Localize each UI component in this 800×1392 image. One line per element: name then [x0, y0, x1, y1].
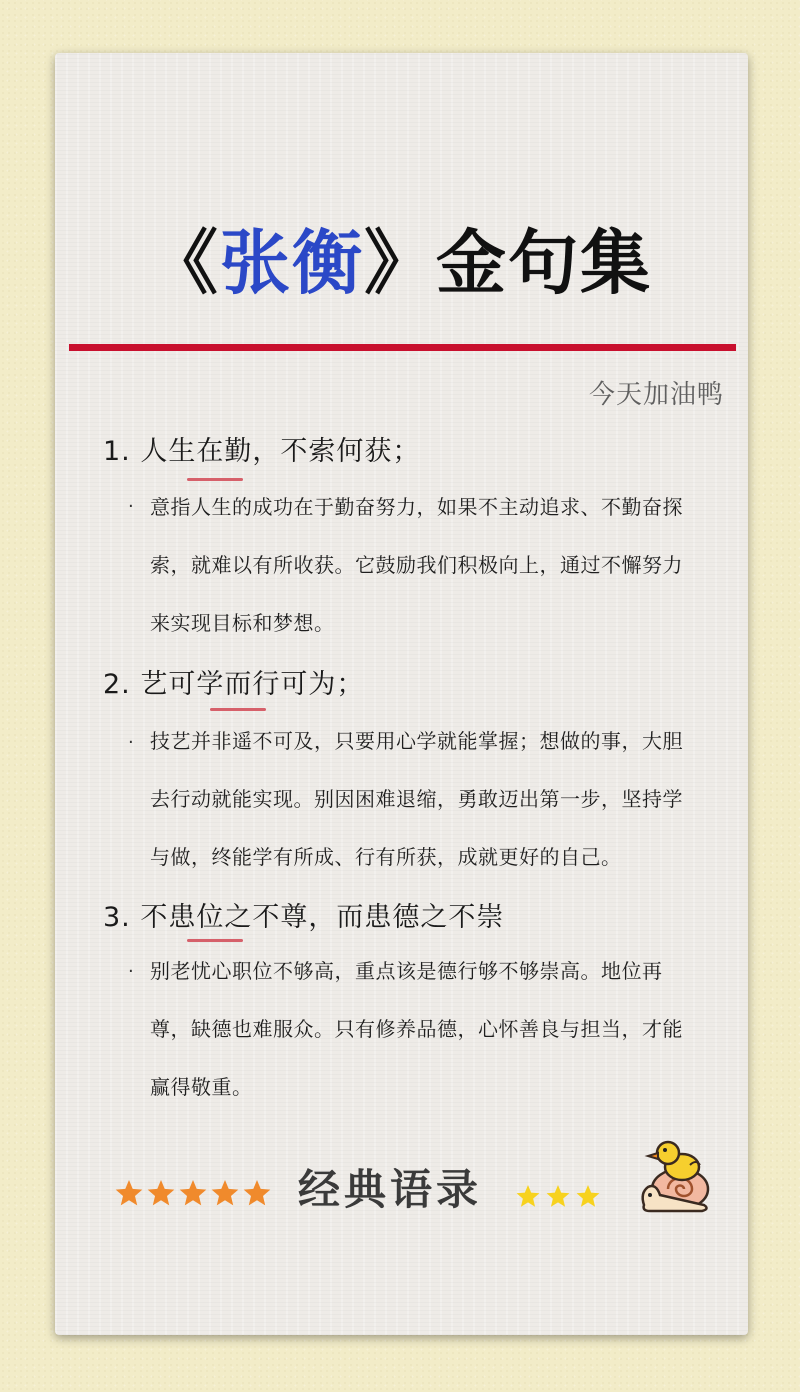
- footer-title: 经典语录: [298, 1165, 483, 1214]
- page-title: [0, 218, 800, 308]
- star-icon: [148, 1180, 175, 1205]
- duck-on-snail-icon: [630, 1135, 720, 1215]
- quote-2-underline: [210, 708, 266, 711]
- star-icon: [517, 1185, 540, 1207]
- star-icon: [577, 1185, 600, 1207]
- quote-3-title: 3. 不患位之不尊，而患德之不崇: [103, 902, 505, 933]
- quote-1-bullet: ·: [128, 496, 134, 517]
- right-stars: [514, 1183, 606, 1213]
- author-label: 今天加油鸭: [588, 380, 724, 410]
- title-suffix: 金句集: [436, 222, 652, 304]
- quote-2-body: 技艺并非遥不可及，只要用心学就能掌握；想做的事，大胆去行动就能实现。别因困难退缩，勇敢迈出第一步，坚持学与做，终能学有所成、行有所获，成就更好的自己。: [150, 729, 683, 869]
- star-icon: [244, 1180, 271, 1205]
- star-icon: [212, 1180, 239, 1205]
- star-icon: [116, 1180, 143, 1205]
- star-icon: [180, 1180, 207, 1205]
- star-icon: [547, 1185, 570, 1207]
- title-close-bracket: 》: [364, 222, 436, 304]
- quote-2-title: 2. 艺可学而行可为；: [103, 669, 365, 700]
- quote-3-body: 别老忧心职位不够高，重点该是德行够不够崇高。地位再尊，缺德也难服众。只有修养品德，心怀善良与担当，才能赢得敬重。: [150, 959, 683, 1099]
- left-stars: [113, 1178, 283, 1212]
- title-open-bracket: 《: [148, 222, 220, 304]
- quote-3-bullet: ·: [128, 961, 134, 982]
- title-divider: [69, 344, 736, 351]
- quote-1-title: 1. 人生在勤，不索何获；: [103, 436, 421, 467]
- title-name: 张衡: [220, 222, 364, 304]
- quote-2-bullet: ·: [128, 732, 134, 753]
- quote-1-body: 意指人生的成功在于勤奋努力，如果不主动追求、不勤奋探索，就难以有所收获。它鼓励我们积极向上，通过不懈努力来实现目标和梦想。: [150, 495, 683, 635]
